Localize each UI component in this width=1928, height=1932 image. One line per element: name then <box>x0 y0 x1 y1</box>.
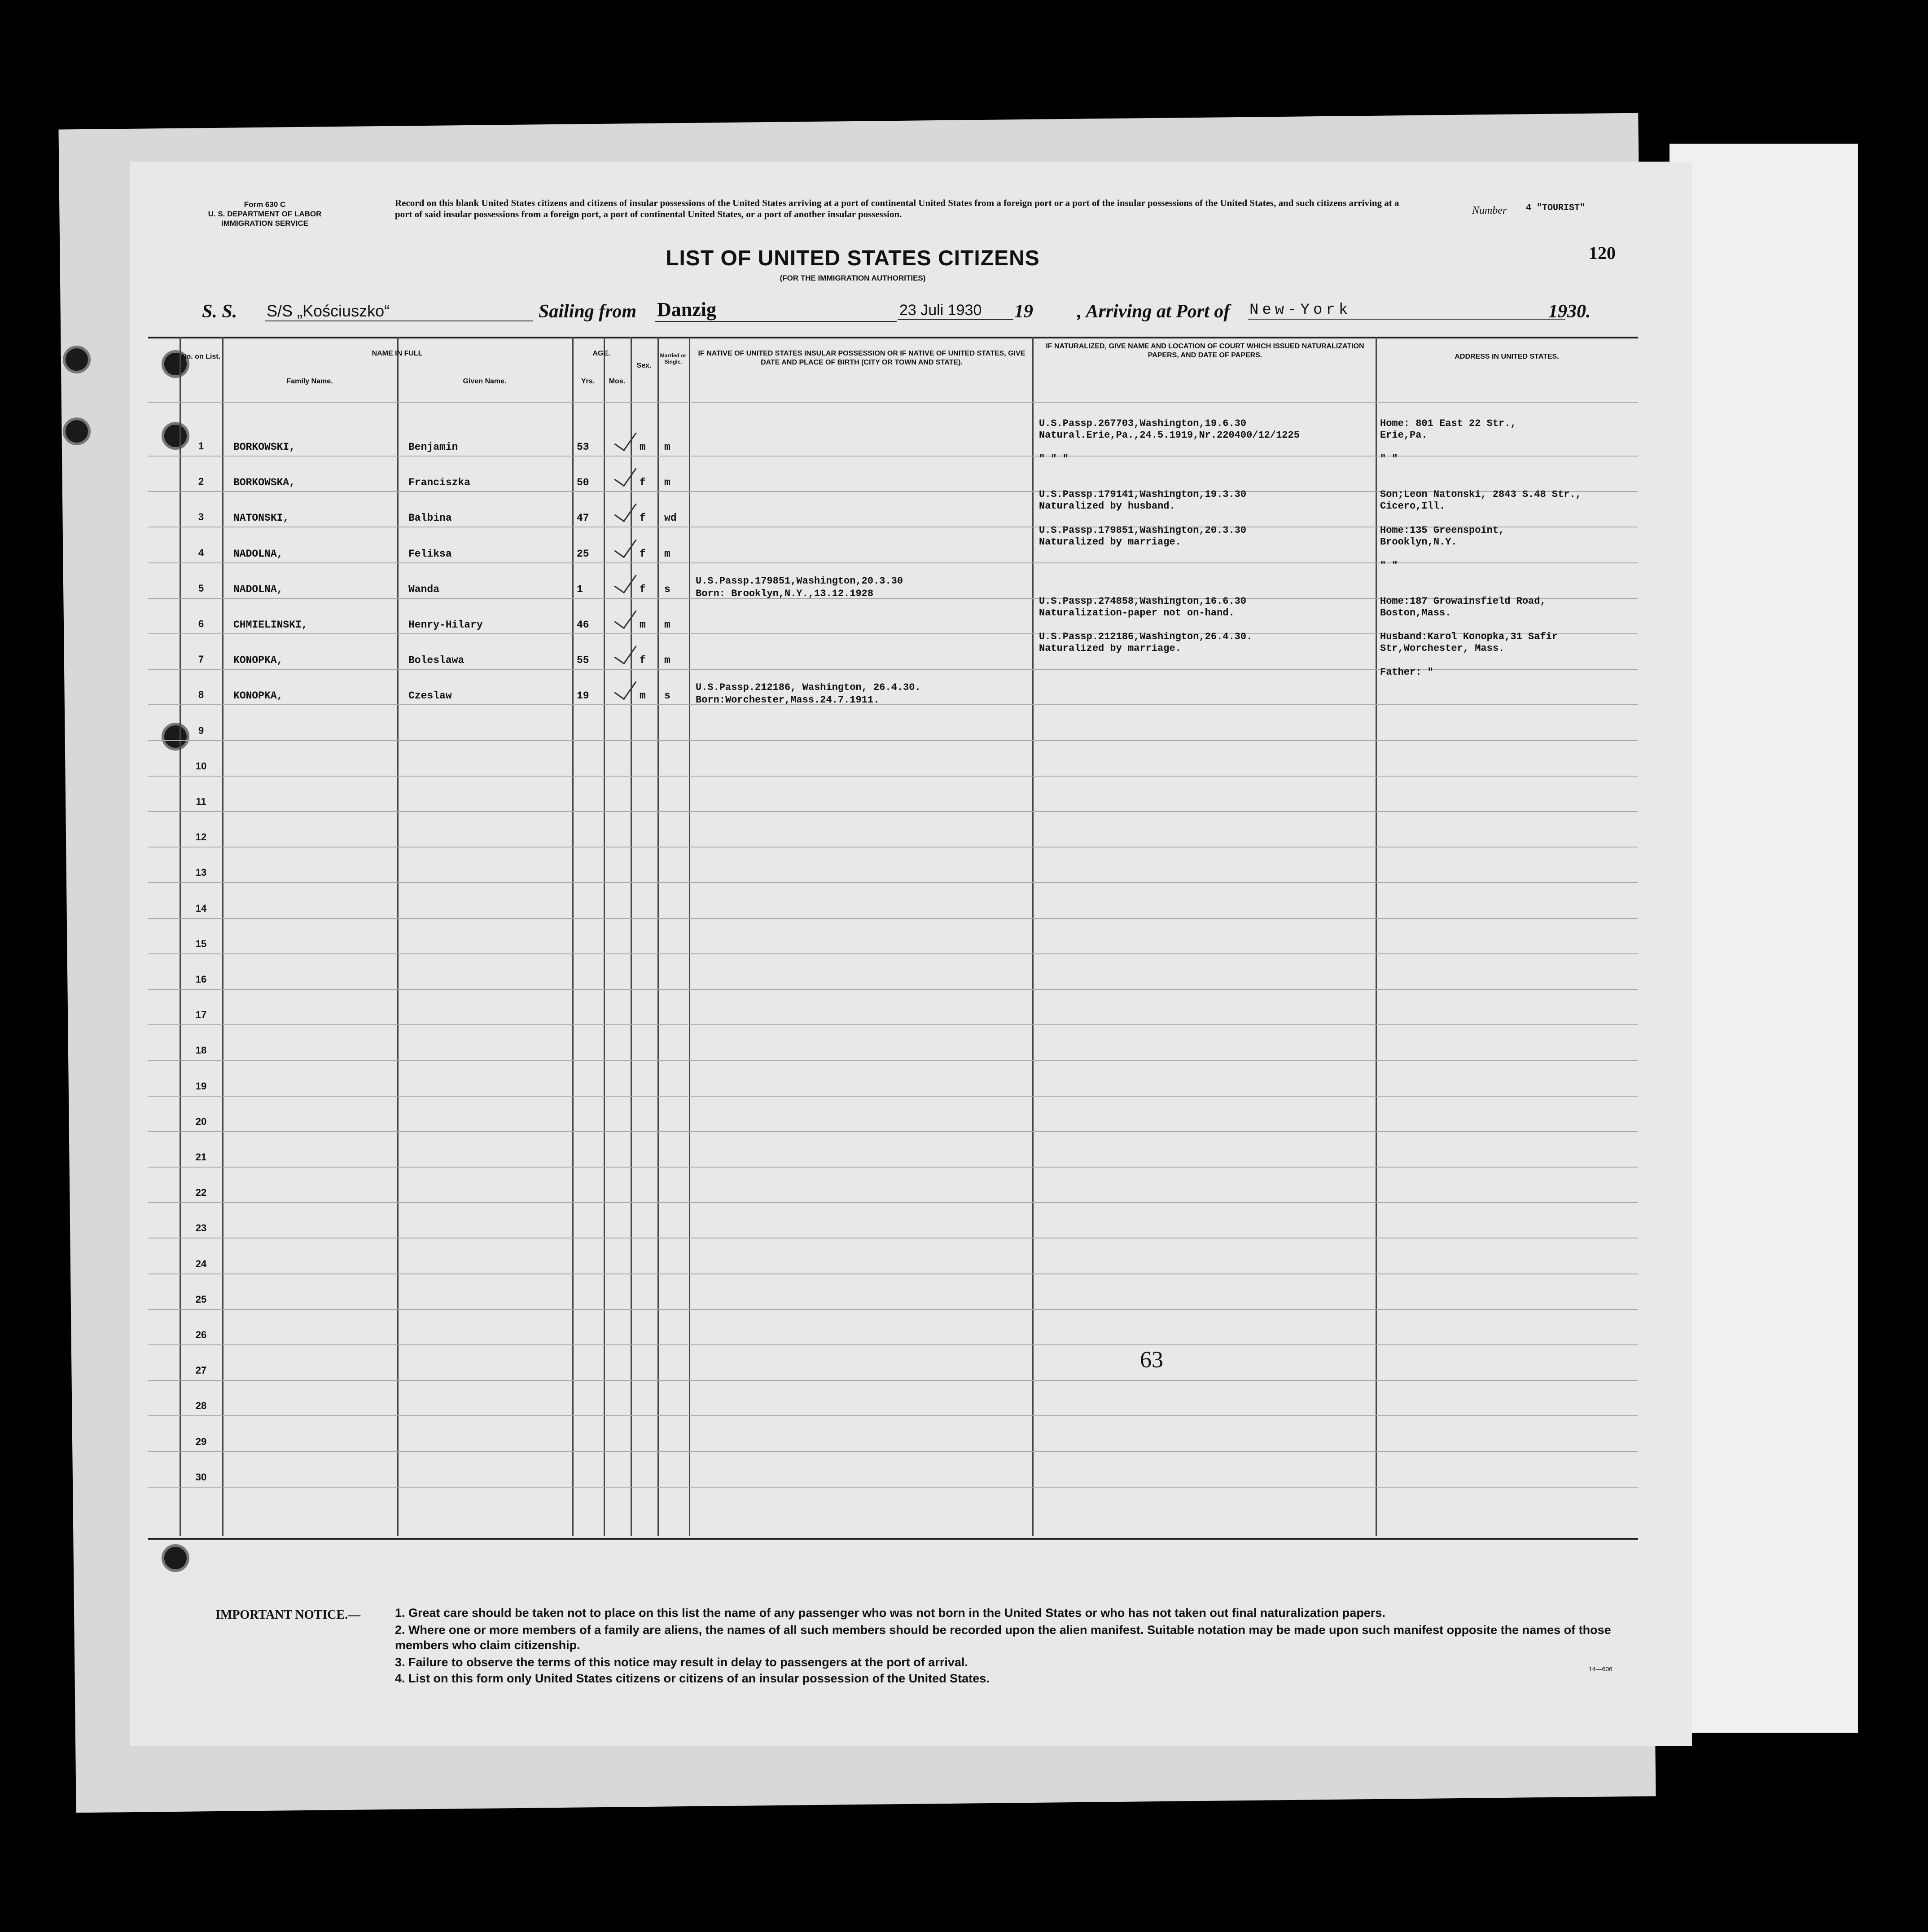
row-number: 20 <box>195 1115 207 1127</box>
row-number: 6 <box>198 618 204 629</box>
form-code: 14—606 <box>1589 1665 1613 1673</box>
col-mos: Mos. <box>609 378 626 385</box>
notice-item: 2. Where one or more members of a family are aliens, the names of all such members should be recorded upon the alien manifest. Suitable notation may be made upon such manifest opposite the names of those members who claim citizenship. <box>395 1623 1611 1652</box>
address-line-1: Father: " <box>1380 667 1433 678</box>
notice-item: 3. Failure to observe the terms of this notice may result in delay to passengers at the port of arrival. <box>395 1655 968 1669</box>
arriving-label: , Arriving at Port of <box>1077 301 1230 322</box>
row-number: 23 <box>195 1222 207 1234</box>
row-line <box>148 1415 1638 1416</box>
sex: f <box>640 654 646 667</box>
naturalization-line-1: U.S.Passp.274858,Washington,16.6.30 <box>1039 596 1247 607</box>
notice-heading: IMPORTANT NOTICE.— <box>215 1608 361 1622</box>
col-divider <box>1376 337 1377 1536</box>
age-years: 53 <box>577 441 589 453</box>
family-name: BORKOWSKI, <box>233 441 296 453</box>
col-divider <box>572 337 574 1536</box>
col-divider <box>1032 337 1034 1536</box>
col-divider <box>631 337 632 1536</box>
number-value: 4 "TOURIST" <box>1526 203 1586 213</box>
col-no: No. on List. <box>181 353 221 360</box>
col-divider <box>657 337 659 1536</box>
marital-status: m <box>664 441 670 453</box>
row-line <box>148 1060 1638 1061</box>
naturalization-line-2: Naturalized by marriage. <box>1039 536 1181 548</box>
row-number: 12 <box>195 831 207 843</box>
year-prefix: 19 <box>1014 301 1033 322</box>
family-name: CHMIELINSKI, <box>233 619 308 631</box>
given-name: Wanda <box>408 583 440 595</box>
naturalization-line-1: U.S.Passp.179851,Washington,20.3.30 <box>1039 524 1247 536</box>
row-line <box>148 1487 1638 1488</box>
sheet-number: 120 <box>1589 243 1616 263</box>
sex: f <box>640 548 646 560</box>
row-number: 8 <box>198 689 204 701</box>
naturalization-line-2: Naturalized by husband. <box>1039 501 1175 512</box>
row-line <box>148 562 1638 563</box>
sex: f <box>640 477 646 489</box>
col-name: NAME IN FULL <box>372 350 423 357</box>
row-number: 10 <box>195 760 207 772</box>
naturalization-line-1: U.S.Passp.179141,Washington,19.3.30 <box>1039 489 1247 501</box>
given-name: Czeslaw <box>408 690 452 702</box>
row-number: 16 <box>195 974 207 985</box>
col-divider <box>689 337 690 1536</box>
age-years: 25 <box>577 548 589 560</box>
marital-status: m <box>664 477 670 489</box>
col-naturalized: IF NATURALIZED, GIVE NAME AND LOCATION OF COURT WHICH ISSUED NATURALIZATION PAPERS, AND DATE OF PAPERS. <box>1046 342 1364 359</box>
row-number: 1 <box>198 440 204 452</box>
row-number: 21 <box>195 1151 207 1163</box>
family-name: KONOPKA, <box>233 654 283 667</box>
row-number: 5 <box>198 582 204 594</box>
row-line <box>148 1344 1638 1345</box>
native-birth: Born: Brooklyn,N.Y.,13.12.1928 <box>696 588 874 599</box>
address-line-2: Brooklyn,N.Y. <box>1380 536 1457 548</box>
binder-hole-icon <box>63 346 91 373</box>
sail-date: 23 Juli 1930 <box>898 302 1013 320</box>
row-number: 14 <box>195 902 207 914</box>
age-years: 19 <box>577 690 589 702</box>
marital-status: wd <box>664 512 677 524</box>
binder-hole-icon <box>63 417 91 445</box>
row-line <box>148 953 1638 954</box>
row-line <box>148 1024 1638 1025</box>
row-number: 3 <box>198 511 204 523</box>
sex: f <box>640 583 646 595</box>
marital-status: m <box>664 654 670 667</box>
page-title: LIST OF UNITED STATES CITIZENS <box>666 246 1040 270</box>
row-line <box>148 1451 1638 1452</box>
row-number: 17 <box>195 1009 207 1021</box>
age-years: 46 <box>577 619 589 631</box>
col-family: Family Name. <box>286 378 333 385</box>
row-line <box>148 1309 1638 1310</box>
address-line-1: Son;Leon Natonski, 2843 S.48 Str., <box>1380 489 1582 501</box>
row-line <box>148 704 1638 705</box>
row-line <box>148 1167 1638 1168</box>
row-number: 19 <box>195 1080 207 1092</box>
address-line-1: Husband:Karol Konopka,31 Safir <box>1380 631 1558 643</box>
row-number: 30 <box>195 1471 207 1483</box>
intro-text: Record on this blank United States citizens and citizens of insular possessions of the United States arriving at a port of continental United States from a foreign port or a port of the insular possessions of the United States, and such citizens arriving at a port of said insular possessions from a foreign port, a port of continental United States, or a port of another insular possession. <box>395 198 1399 220</box>
address-line-2: Erie,Pa. <box>1380 430 1428 441</box>
address-line-2: Boston,Mass. <box>1380 607 1451 619</box>
naturalization-line-1: U.S.Passp.212186,Washington,26.4.30. <box>1039 631 1253 643</box>
native-birth: Born:Worchester,Mass.24.7.1911. <box>696 694 880 706</box>
family-name: NATONSKI, <box>233 512 289 524</box>
row-number: 11 <box>196 796 206 807</box>
page-subtitle: (FOR THE IMMIGRATION AUTHORITIES) <box>780 274 926 282</box>
row-number: 2 <box>198 476 204 487</box>
marital-status: m <box>664 619 670 631</box>
address-line-2: Cicero,Ill. <box>1380 501 1446 512</box>
sex: m <box>640 619 646 631</box>
ship-name: S/S „Kościuszko“ <box>265 302 533 321</box>
age-years: 55 <box>577 654 589 667</box>
ss-label: S. S. <box>202 301 237 322</box>
row-number: 25 <box>195 1293 207 1305</box>
address-line-1: Home:135 Greenspoint, <box>1380 524 1505 536</box>
row-line <box>148 918 1638 919</box>
address-line-1: Home: 801 East 22 Str., <box>1380 418 1516 429</box>
family-name: NADOLNA, <box>233 583 283 595</box>
row-number: 27 <box>195 1365 207 1376</box>
row-number: 4 <box>198 547 204 558</box>
col-age: AGE. <box>592 350 610 357</box>
row-number: 28 <box>195 1400 207 1412</box>
header-divider <box>148 402 1638 403</box>
marital-status: s <box>664 583 670 595</box>
form-service: IMMIGRATION SERVICE <box>221 219 308 228</box>
marital-status: s <box>664 690 670 702</box>
form-number: Form 630 C <box>244 200 286 209</box>
right-paper-strip <box>1669 144 1858 1733</box>
notice-item: 4. List on this form only United States citizens or citizens of an insular possession of the United States. <box>395 1672 990 1685</box>
sex: f <box>640 512 646 524</box>
sex: m <box>640 441 646 453</box>
given-name: Benjamin <box>408 441 458 453</box>
sex: m <box>640 690 646 702</box>
punch-hole-icon <box>162 1544 189 1572</box>
col-married: Married or Single. <box>660 352 687 365</box>
form-department: U. S. DEPARTMENT OF LABOR <box>208 210 322 218</box>
row-line <box>148 1096 1638 1097</box>
row-line <box>148 456 1638 457</box>
naturalization-line-1: " " " <box>1039 453 1069 465</box>
form-id <box>175 200 355 228</box>
row-line <box>148 811 1638 812</box>
row-number: 13 <box>195 867 207 878</box>
row-line <box>148 1273 1638 1274</box>
given-name: Henry-Hilary <box>408 619 483 631</box>
row-line <box>148 1131 1638 1132</box>
col-sex: Sex. <box>636 362 652 369</box>
row-number: 9 <box>198 724 204 736</box>
native-passport: U.S.Passp.212186, Washington, 26.4.30. <box>696 682 921 694</box>
arrival-year: 1930. <box>1548 301 1591 322</box>
family-name: BORKOWSKA, <box>233 477 296 489</box>
given-name: Balbina <box>408 512 452 524</box>
age-years: 47 <box>577 512 589 524</box>
given-name: Boleslawa <box>408 654 464 667</box>
family-name: KONOPKA, <box>233 690 283 702</box>
row-number: 18 <box>195 1045 207 1056</box>
given-name: Feliksa <box>408 548 452 560</box>
naturalization-line-1: U.S.Passp.267703,Washington,19.6.30 <box>1039 418 1247 429</box>
row-number: 26 <box>195 1329 207 1340</box>
row-number: 7 <box>198 654 204 665</box>
number-label: Number <box>1472 205 1507 216</box>
row-number: 24 <box>195 1258 207 1269</box>
col-divider <box>397 337 399 1536</box>
manifest-table <box>148 337 1638 1540</box>
col-native: IF NATIVE OF UNITED STATES INSULAR POSSESSION OR IF NATIVE OF UNITED STATES, GIVE DATE AND PLACE OF BIRTH (CITY OR TOWN AND STATE). <box>698 350 1025 366</box>
col-given: Given Name. <box>463 378 507 385</box>
col-yrs: Yrs. <box>581 378 595 385</box>
row-line <box>148 989 1638 990</box>
col-divider <box>180 337 181 1536</box>
address-line-1: " " <box>1380 560 1398 571</box>
sailing-from-label: Sailing from <box>539 301 637 322</box>
address-line-1: " " <box>1380 453 1398 465</box>
address-line-1: Home:187 Growainsfield Road, <box>1380 596 1546 607</box>
row-line <box>148 740 1638 741</box>
row-line <box>148 882 1638 883</box>
age-years: 1 <box>577 583 583 595</box>
notice-item: 1. Great care should be taken not to place on this list the name of any passenger who was not born in the United States or who has not taken out final naturalization papers. <box>395 1606 1385 1620</box>
port-to: New-York <box>1248 302 1565 320</box>
native-passport: U.S.Passp.179851,Washington,20.3.30 <box>696 575 903 587</box>
row-line <box>148 776 1638 777</box>
family-name: NADOLNA, <box>233 548 283 560</box>
address-line-2: Str,Worchester, Mass. <box>1380 643 1505 654</box>
naturalization-line-2: Naturalization-paper not on-hand. <box>1039 607 1235 619</box>
port-from: Danzig <box>655 298 897 322</box>
row-line <box>148 1202 1638 1203</box>
stamp-number: 63 <box>1140 1347 1163 1373</box>
given-name: Franciszka <box>408 477 471 489</box>
marital-status: m <box>664 548 670 560</box>
row-line <box>148 1380 1638 1381</box>
age-years: 50 <box>577 477 589 489</box>
row-number: 29 <box>195 1436 207 1447</box>
col-divider <box>222 337 223 1536</box>
col-divider <box>604 337 605 1536</box>
row-number: 22 <box>195 1187 207 1199</box>
col-address: ADDRESS IN UNITED STATES. <box>1455 353 1559 360</box>
naturalization-line-2: Natural.Erie,Pa.,24.5.1919,Nr.220400/12/1225 <box>1039 430 1300 441</box>
naturalization-line-2: Naturalized by marriage. <box>1039 643 1181 654</box>
row-number: 15 <box>195 938 207 949</box>
